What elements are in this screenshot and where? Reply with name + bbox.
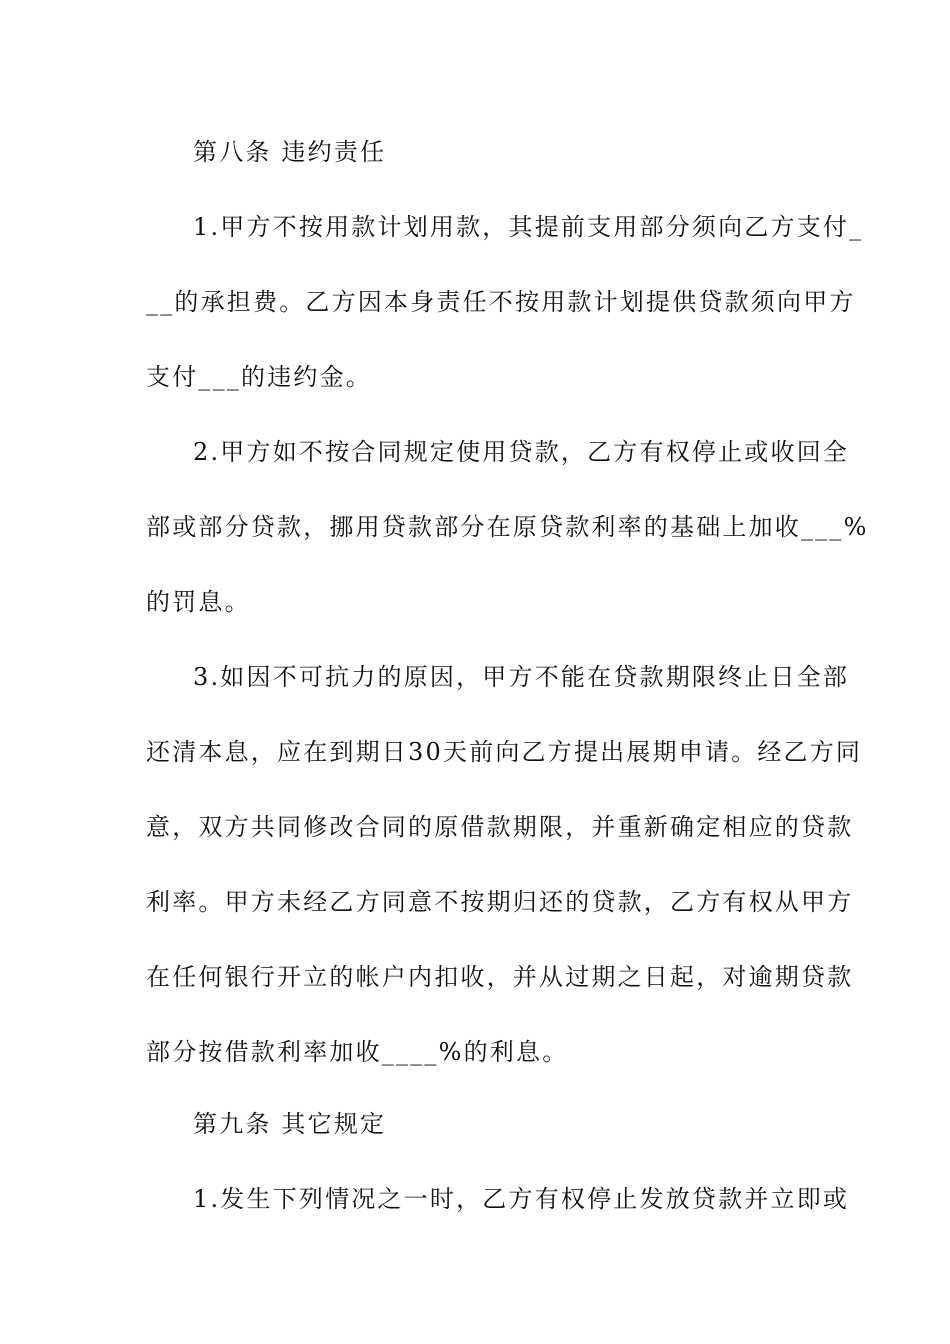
paragraph-line: 部或部分贷款，挪用贷款部分在原贷款利率的基础上加收___%: [146, 513, 869, 541]
paragraph-line: 利率。甲方未经乙方同意不按期归还的贷款，乙方有权从甲方: [146, 888, 854, 916]
paragraph-line: 的罚息。: [146, 588, 251, 616]
paragraph-line: 1.甲方不按用款计划用款，其提前支用部分须向乙方支付_: [193, 213, 864, 241]
paragraph-line: 1.发生下列情况之一时，乙方有权停止发放贷款并立即或: [193, 1185, 850, 1213]
paragraph-line: 3.如因不可抗力的原因，甲方不能在贷款期限终止日全部: [193, 663, 850, 691]
paragraph-line: 支付___的违约金。: [146, 363, 372, 391]
paragraph-line: 意，双方共同修改合同的原借款期限，并重新确定相应的贷款: [146, 813, 854, 841]
article-9-heading: 第九条 其它规定: [193, 1110, 387, 1138]
paragraph-line: 在任何银行开立的帐户内扣收，并从过期之日起，对逾期贷款: [146, 963, 854, 991]
paragraph-line: 还清本息，应在到期日30天前向乙方提出展期申请。经乙方同: [146, 738, 863, 766]
paragraph-line: 部分按借款利率加收____%的利息。: [146, 1038, 569, 1066]
paragraph-line: __的承担费。乙方因本身责任不按用款计划提供贷款须向甲方: [146, 288, 856, 316]
article-8-heading: 第八条 违约责任: [193, 138, 387, 166]
paragraph-line: 2.甲方如不按合同规定使用贷款，乙方有权停止或收回全: [193, 438, 850, 466]
